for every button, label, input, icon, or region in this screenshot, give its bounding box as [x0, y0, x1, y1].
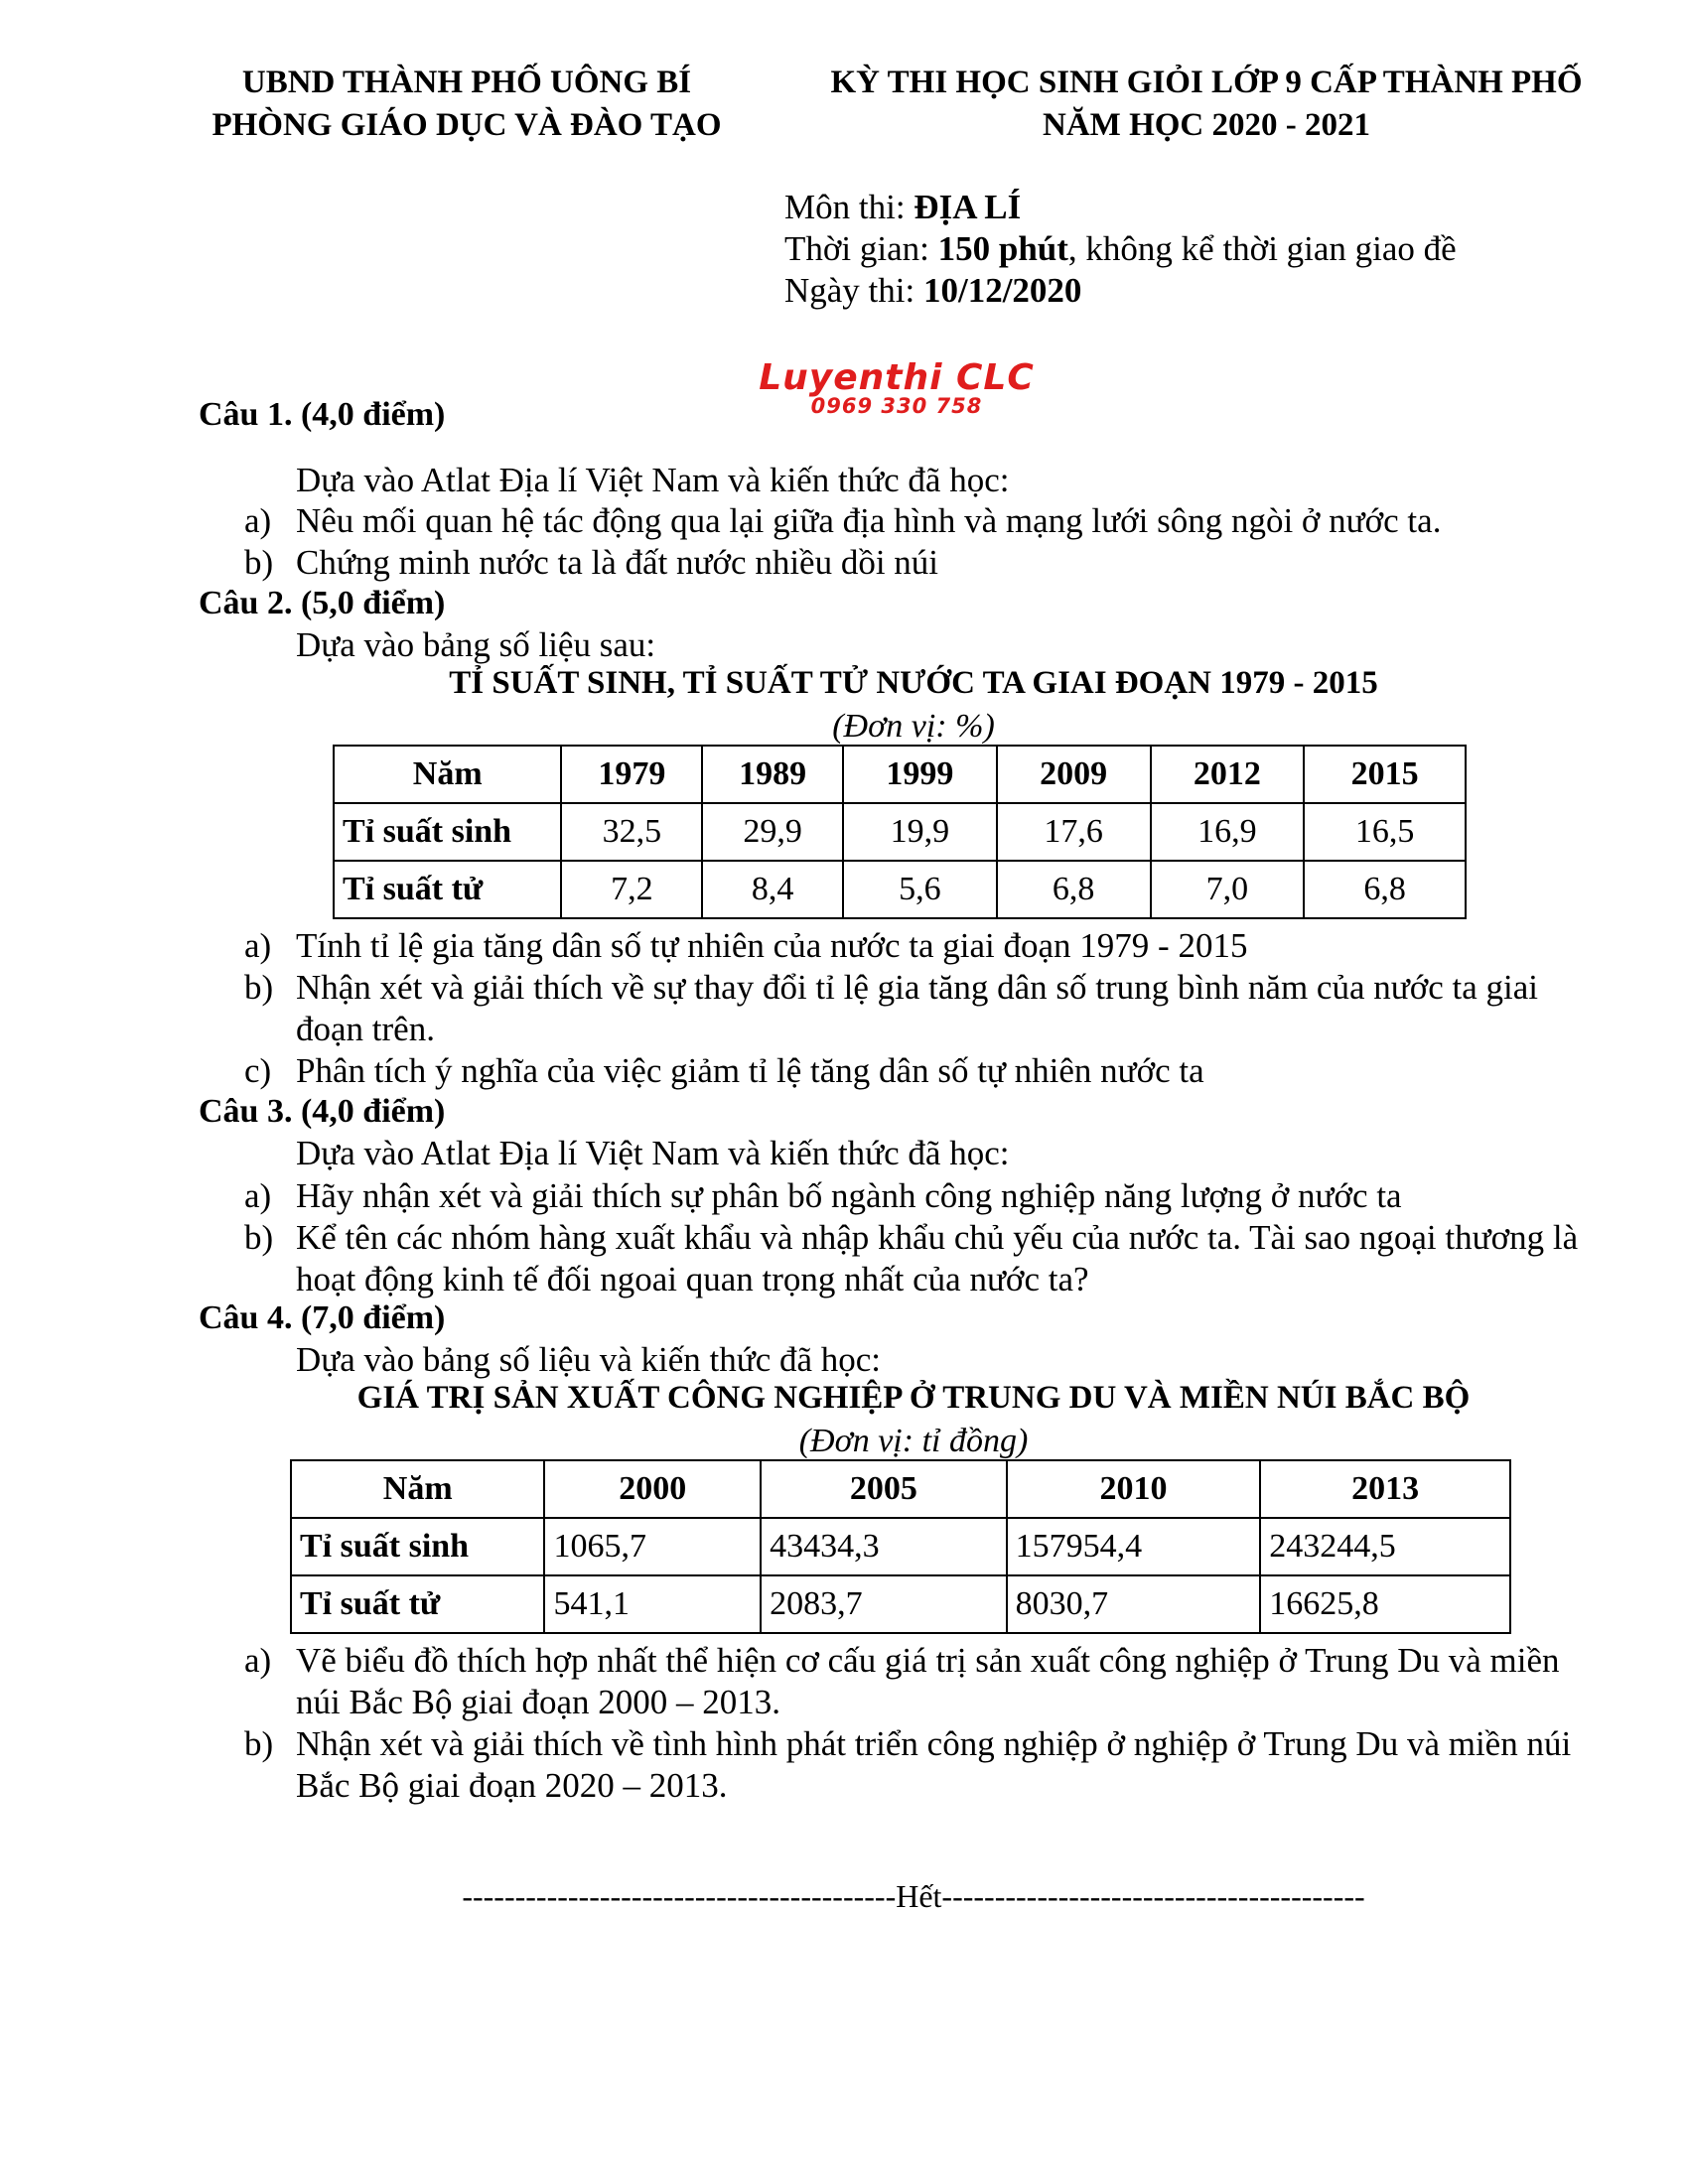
- subject-line: Môn thi: ĐỊA LÍ: [784, 188, 1022, 226]
- question-4-item-b: b) Nhận xét và giải thích về tình hình phát triển công nghiệp ở nghiệp ở Trung Du và miền núi Bắc Bộ giai đoạn 2020 – 2013.: [244, 1724, 1572, 1805]
- question-3-title: Câu 3. (4,0 điểm): [199, 1093, 446, 1130]
- table-cell: 157954,4: [1007, 1518, 1261, 1575]
- table-cell: 5,6: [843, 861, 997, 918]
- table-1-title: TỈ SUẤT SINH, TỈ SUẤT TỬ NƯỚC TA GIAI ĐOẠN 1979 - 2015: [449, 665, 1378, 701]
- question-3-intro: Dựa vào Atlat Địa lí Việt Nam và kiến thức đã học:: [296, 1134, 1010, 1172]
- table-cell: 7,2: [561, 861, 702, 918]
- header-right-line2: NĂM HỌC 2020 - 2021: [1043, 106, 1370, 143]
- question-4-item-a: a) Vẽ biểu đồ thích hợp nhất thể hiện cơ cấu giá trị sản xuất công nghiệp ở Trung Du và miền núi Bắc Bộ giai đoạn 2000 – 2013.: [244, 1641, 1560, 1721]
- time-line: Thời gian: 150 phút, không kể thời gian giao đề: [784, 229, 1457, 268]
- table-header-row: [334, 746, 1466, 803]
- exam-duration: 150 phút: [937, 229, 1068, 268]
- header-cell: 1989: [702, 746, 843, 803]
- question-2-intro: Dựa vào bảng số liệu sau:: [296, 625, 656, 664]
- table-1-unit: (Đơn vị: %): [832, 708, 995, 745]
- subject: ĐỊA LÍ: [914, 188, 1022, 226]
- header-cell: Năm: [334, 746, 561, 803]
- table-cell: 8,4: [702, 861, 843, 918]
- table-cell: 1065,7: [544, 1518, 761, 1575]
- date-line: Ngày thi: 10/12/2020: [784, 271, 1082, 310]
- question-1-title: Câu 1. (4,0 điểm): [199, 396, 446, 433]
- header-cell: 2013: [1260, 1460, 1510, 1518]
- table-cell: 243244,5: [1260, 1518, 1510, 1575]
- table-cell: 43434,3: [761, 1518, 1007, 1575]
- header-cell: 2012: [1151, 746, 1305, 803]
- row-label: Tỉ suất sinh: [334, 803, 561, 861]
- question-2-title: Câu 2. (5,0 điểm): [199, 585, 446, 621]
- table-cell: 16,5: [1304, 803, 1466, 861]
- table-industrial-output: [290, 1459, 1511, 1634]
- row-label: Tỉ suất tử: [291, 1575, 544, 1633]
- table-cell: 29,9: [702, 803, 843, 861]
- question-1-intro: Dựa vào Atlat Địa lí Việt Nam và kiến thức đã học:: [296, 461, 1010, 499]
- table-cell: 32,5: [561, 803, 702, 861]
- logo-text: Luyenthi CLC: [759, 357, 1035, 398]
- table-cell: 17,6: [997, 803, 1151, 861]
- header-cell: 2009: [997, 746, 1151, 803]
- question-2-item-b: b) Nhận xét và giải thích về sự thay đổi tỉ lệ gia tăng dân số trung bình năm của nước ta giai đoạn trên.: [244, 968, 1538, 1048]
- table-cell: 6,8: [997, 861, 1151, 918]
- header-left-line2: PHÒNG GIÁO DỤC VÀ ĐÀO TẠO: [211, 106, 722, 143]
- table-cell: 19,9: [843, 803, 997, 861]
- header-left-line1: UBND THÀNH PHỐ UÔNG BÍ: [241, 65, 692, 100]
- header-cell: 1999: [843, 746, 997, 803]
- table-row: [291, 1518, 1510, 1575]
- question-4-title: Câu 4. (7,0 điểm): [199, 1299, 446, 1336]
- table-row: [291, 1575, 1510, 1633]
- header-cell: 2005: [761, 1460, 1007, 1518]
- header-right: [784, 62, 1628, 147]
- table-cell: 16625,8: [1260, 1575, 1510, 1633]
- header-right-line1: KỲ THI HỌC SINH GIỎI LỚP 9 CẤP THÀNH PHỐ: [830, 65, 1583, 100]
- header-cell: Năm: [291, 1460, 544, 1518]
- header-cell: 2010: [1007, 1460, 1261, 1518]
- header-cell: 2015: [1304, 746, 1466, 803]
- table-2-title: GIÁ TRỊ SẢN XUẤT CÔNG NGHIỆP Ở TRUNG DU VÀ MIỀN NÚI BẮC BỘ: [356, 1380, 1471, 1416]
- exam-date: 10/12/2020: [922, 271, 1082, 310]
- row-label: Tỉ suất sinh: [291, 1518, 544, 1575]
- table-cell: 541,1: [544, 1575, 761, 1633]
- table-row: [334, 861, 1466, 918]
- logo-phone: 0969 330 758: [810, 394, 983, 419]
- row-label: Tỉ suất tử: [334, 861, 561, 918]
- header-cell: 2000: [544, 1460, 761, 1518]
- header-cell: 1979: [561, 746, 702, 803]
- table-birth-death-rates: [333, 745, 1467, 919]
- table-header-row: [291, 1460, 1510, 1518]
- watermark-logo: [743, 357, 1051, 419]
- table-cell: 8030,7: [1007, 1575, 1261, 1633]
- exam-info: [784, 187, 1457, 312]
- table-row: [334, 803, 1466, 861]
- end-marker: -----------------------------------------Hết----------------------------------------: [462, 1878, 1365, 1914]
- table-cell: 16,9: [1151, 803, 1305, 861]
- table-cell: 6,8: [1304, 861, 1466, 918]
- question-4-intro: Dựa vào bảng số liệu và kiến thức đã học:: [296, 1340, 882, 1379]
- header-left: [159, 62, 774, 147]
- table-cell: 2083,7: [761, 1575, 1007, 1633]
- table-2-unit: (Đơn vị: tỉ đồng): [798, 1423, 1029, 1459]
- question-3-item-b: b) Kể tên các nhóm hàng xuất khẩu và nhập khẩu chủ yếu của nước ta. Tài sao ngoại thương là hoạt động kinh tế đối ngoai quan trọng nhất của nước ta?: [244, 1218, 1579, 1298]
- table-cell: 7,0: [1151, 861, 1305, 918]
